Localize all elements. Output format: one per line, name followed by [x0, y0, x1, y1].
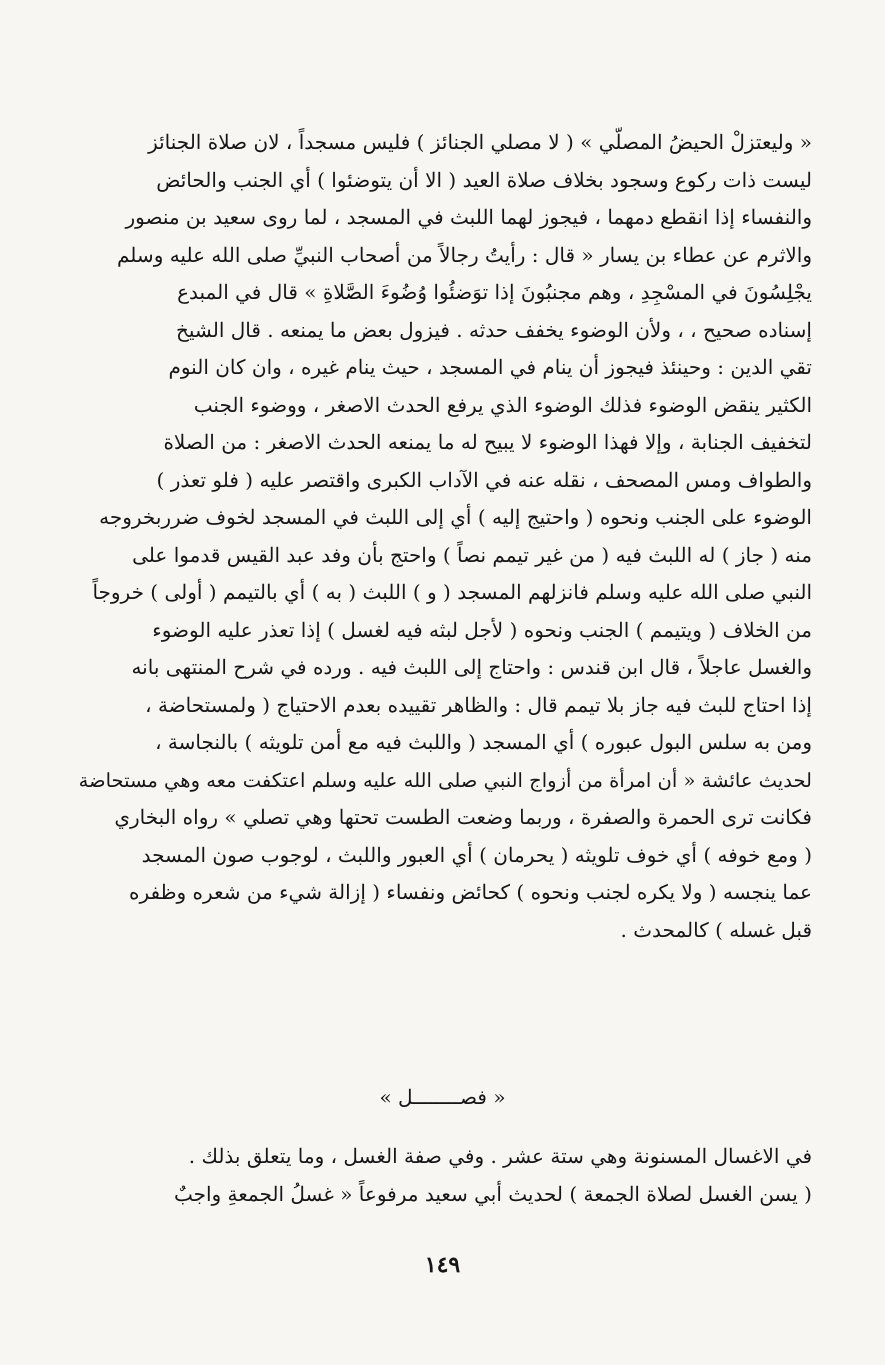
text-line: من الخلاف ( ويتيمم ) الجنب ونحوه ( لأجل لبثه فيه لغسل ) إذا تعذر عليه الوضوء [152, 617, 812, 642]
section-paragraph [72, 1138, 812, 1213]
text-line: الكثير ينقض الوضوء فذلك الوضوء الذي يرفع الحدث الاصغر ، ووضوء الجنب [193, 392, 812, 417]
text-line: والطواف ومس المصحف ، نقله عنه في الآداب الكبرى واقتصر عليه ( فلو تعذر ) [156, 467, 812, 492]
text-line: في الاغسال المسنونة وهي ستة عشر . وفي صفة الغسل ، وما يتعلق بذلك . [188, 1144, 812, 1168]
text-line: ليست ذات ركوع وسجود بخلاف صلاة العيد ( الا أن يتوضئوا ) أي الجنب والحائض [156, 167, 812, 192]
page-number: ١٤٩ [424, 1252, 461, 1278]
text-line: « وليعتزلْ الحيضُ المصلّي » ( لا مصلي الجنائز ) فليس مسجداً ، لان صلاة الجنائز [148, 130, 812, 154]
text-line: إسناده صحيح ، ، ولأن الوضوء يخفف حدثه . فيزول بعض ما يمنعه . قال الشيخ [175, 317, 812, 342]
section-heading: « فصــــــــل » [379, 1085, 506, 1109]
main-paragraph [72, 124, 812, 949]
text-line: إذا احتاج للبث فيه جاز بلا تيمم قال : والظاهر تقييده بعدم الاحتياج ( ولمستحاضة ، [145, 692, 812, 717]
text-line: النبي صلى الله عليه وسلم فانزلهم المسجد ( و ) اللبث ( به ) أي بالتيمم ( أولى ) خروجاً [92, 580, 812, 604]
text-line: منه ( جاز ) له اللبث فيه ( من غير تيمم نصاً ) واحتج بأن وفد عبد القيس قدموا على [132, 542, 812, 567]
text-line: لتخفيف الجنابة ، وإلا فهذا الوضوء لا يبيح له ما يمنعه الحدث الاصغر : من الصلاة [163, 430, 812, 454]
text-line: عما ينجسه ( ولا يكره لجنب ونحوه ) كحائض ونفساء ( إزالة شيء من شعره وظفره [128, 880, 812, 904]
text-line: لحديث عائشة « أن امرأة من أزواج النبي صلى الله عليه وسلم اعتكفت معه وهي مستحاضة [78, 768, 812, 792]
text-line: الوضوء على الجنب ونحوه ( واحتيج إليه ) أي إلى اللبث في المسجد لخوف ضرربخروجه [99, 505, 812, 529]
text-line: والاثرم عن عطاء بن يسار « قال : رأيتُ رجالاً من أصحاب النبيِّ صلى الله عليه وسلم [117, 242, 812, 267]
text-line: والنفساء إذا انقطع دمهما ، فيجوز لهما اللبث في المسجد ، لما روى سعيد بن منصور [125, 205, 812, 229]
text-line: والغسل عاجلاً ، قال ابن قندس : واحتاج إلى اللبث فيه . ورده في شرح المنتهى بانه [131, 655, 812, 679]
text-line: ( يسن الغسل لصلاة الجمعة ) لحديث أبي سعيد مرفوعاً « غسلُ الجمعةِ واجبٌ [173, 1181, 812, 1206]
text-line: قبل غسله ) كالمحدث . [620, 917, 812, 942]
text-line: ومن به سلس البول عبوره ) أي المسجد ( واللبث فيه مع أمن تلويثه ) بالنجاسة ، [155, 730, 812, 754]
text-line: تقي الدين : وحينئذ فيجوز أن ينام في المسجد ، حيث ينام غيره ، وان كان النوم [168, 355, 812, 379]
text-line: ( ومع خوفه ) أي خوف تلويثه ( يحرمان ) أي العبور واللبث ، لوجوب صون المسجد [141, 842, 812, 867]
text-line: يجْلِسُونَ في المسْجِدِ ، وهم مجنبُونَ إذا توَضئُوا وُضُوءَ الصَّلاةِ » قال في المبدع [177, 280, 812, 304]
text-line: فكانت ترى الحمرة والصفرة ، وربما وضعت الطست تحتها وهي تصلي » رواه البخاري [114, 805, 812, 829]
